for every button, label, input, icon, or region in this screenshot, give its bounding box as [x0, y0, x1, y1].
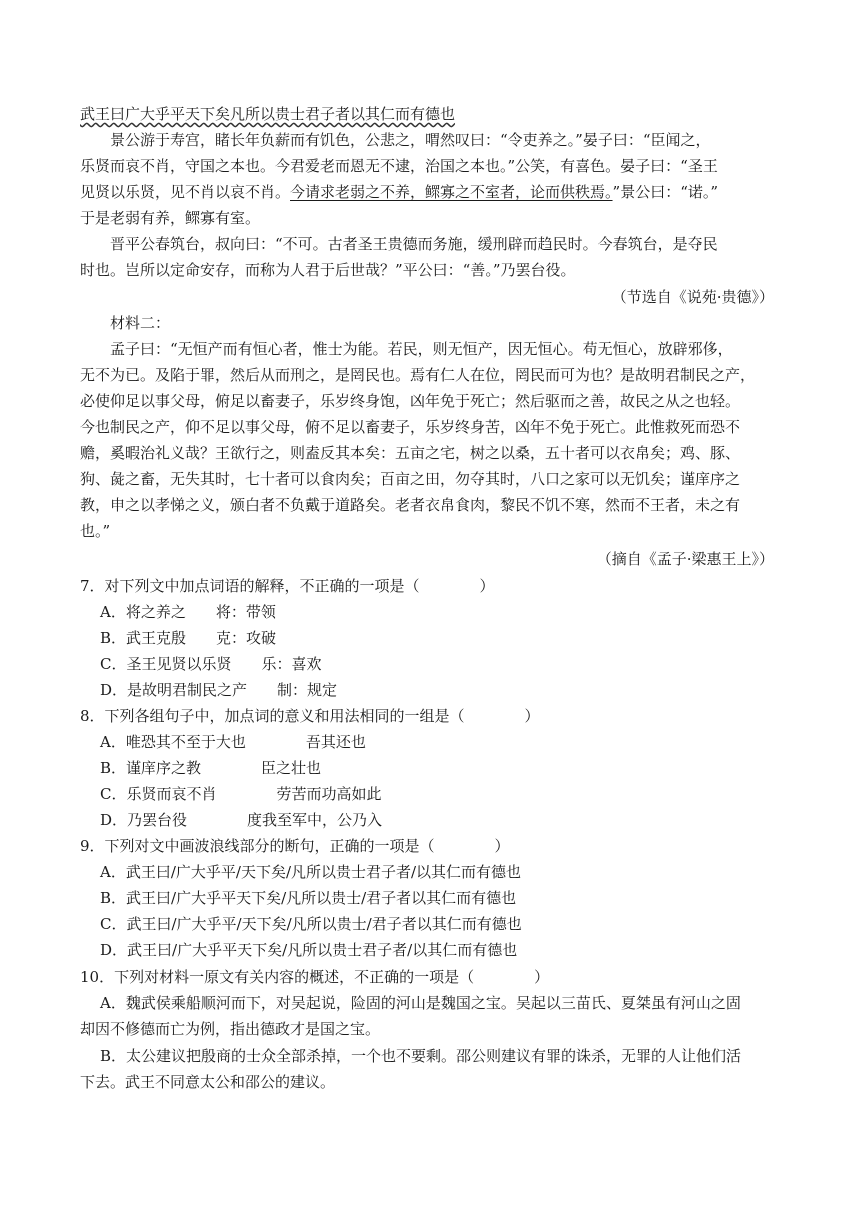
- question-8-option: A．唯恐其不至于大也 吾其还也: [100, 733, 366, 751]
- question-9-stem: 9．下列对文中画波浪线部分的断句，正确的一项是（ ）: [80, 837, 510, 855]
- question-8-option: B．谨庠序之教 臣之壮也: [100, 759, 322, 777]
- question-10-option: B．太公建议把殷商的士众全部杀掉，一个也不要剩。邵公则建议有罪的诛杀，无罪的人让他们活: [100, 1047, 742, 1065]
- question-7-option: D．是故明君制民之产 制：规定: [100, 681, 338, 699]
- passage2-line: 无不为已。及陷于罪，然后从而刑之，是罔民也。焉有仁人在位，罔民而可为也？是故明君制民之产，: [80, 366, 756, 384]
- passage2-line: 也。”: [80, 522, 111, 540]
- question-9-option: B．武王曰/广大乎平天下矣/凡所以贵士/君子者以其仁而有德也: [100, 889, 517, 907]
- question-10-stem: 10．下列对材料一原文有关内容的概述，不正确的一项是（ ）: [80, 968, 550, 986]
- question-7-option: A．将之养之 将：带领: [100, 603, 276, 621]
- passage2-line: 赡，奚暇治礼义哉？王欲行之，则盍反其本矣：五亩之宅，树之以桑，五十者可以衣帛矣；鸡、豚、: [80, 444, 741, 462]
- underlined-sentence: 今请求老弱之不养，鳏寡之不室者，论而供秩焉。: [290, 183, 613, 201]
- passage1-line: [80, 182, 718, 202]
- passage1-text: 见贤以乐贤，见不肖以哀不肖。: [80, 183, 291, 201]
- question-8-option: C．乐贤而哀不肖 劳苦而功高如此: [100, 785, 382, 803]
- wavy-underlined-sentence: 武王曰广大乎平天下矣凡所以贵士君子者以其仁而有德也: [80, 105, 456, 123]
- question-9-option: A．武王曰/广大乎平/天下矣/凡所以贵士君子者/以其仁而有德也: [100, 863, 522, 881]
- passage1-line: 晋平公春筑台，叔向曰：“不可。古者圣王贵德而务施，缓刑辟而趋民时。今春筑台，是夺民: [110, 235, 718, 253]
- passage1-line: 时也。岂所以定命安存，而称为人君于后世哉？”平公曰：“善。”乃罢台役。: [80, 261, 576, 279]
- source-citation: （摘自《孟子·梁惠王上》）: [596, 550, 774, 568]
- passage2-line: 必使仰足以事父母，俯足以畜妻子，乐岁终身饱，凶年免于死亡；然后驱而之善，故民之从之也轻。: [80, 392, 741, 410]
- question-9-option: D．武王曰/广大乎平天下矣/凡所以贵士君子者/以其仁而有德也: [100, 941, 518, 959]
- passage2-line: 狗、彘之畜，无失其时，七十者可以食肉矣；百亩之田，勿夺其时，八口之家可以无饥矣；谨庠序之: [80, 470, 741, 488]
- passage2-line: 今也制民之产，仰不足以事父母，俯不足以畜妻子，乐岁终身苦，凶年不免于死亡。此惟救死而恐不: [80, 418, 741, 436]
- section-heading: 材料二：: [110, 314, 171, 332]
- passage2-line: 教，申之以孝悌之义，颁白者不负戴于道路矣。老者衣帛食肉，黎民不饥不寒，然而不王者，未之有: [80, 496, 741, 514]
- passage2-line: 孟子曰：“无恒产而有恒心者，惟士为能。若民，则无恒产，因无恒心。苟无恒心，放辟邪侈，: [110, 340, 733, 358]
- passage1-line: 景公游于寿宫，睹长年负薪而有饥色，公悲之，喟然叹曰：“令吏养之。”晏子曰：“臣闻之，: [110, 131, 711, 149]
- question-7-option: C．圣王见贤以乐贤 乐：喜欢: [100, 655, 322, 673]
- question-8-option: D．乃罢台役 度我至军中，公乃入: [100, 811, 383, 829]
- question-10-option: 却因不修德而亡为例，指出德政才是国之宝。: [80, 1020, 381, 1038]
- question-7-option: B．武王克殷 克：攻破: [100, 629, 277, 647]
- question-9-option: C．武王曰/广大乎平/天下矣/凡所以贵士/君子者以其仁而有德也: [100, 915, 522, 933]
- passage1-line: 乐贤而哀不肖，守国之本也。今君爱老而恩无不逮，治国之本也。”公笑，有喜色。晏子曰：“圣王: [80, 157, 718, 175]
- question-8-stem: 8．下列各组句子中，加点词的意义和用法相同的一组是（ ）: [80, 707, 540, 725]
- passage1-line: 于是老弱有养，鳏寡有室。: [80, 209, 261, 227]
- source-citation: （节选自《说苑·贵德》）: [611, 288, 774, 306]
- question-10-option: A．魏武侯乘船顺河而下，对吴起说，险固的河山是魏国之宝。吴起以三苗氏、夏桀虽有河山之固: [100, 994, 741, 1012]
- question-10-option: 下去。武王不同意太公和邵公的建议。: [80, 1073, 336, 1091]
- passage1-text: ”景公曰：“诺。”: [612, 183, 719, 201]
- question-7-stem: 7．对下列文中加点词语的解释，不正确的一项是（ ）: [80, 577, 495, 595]
